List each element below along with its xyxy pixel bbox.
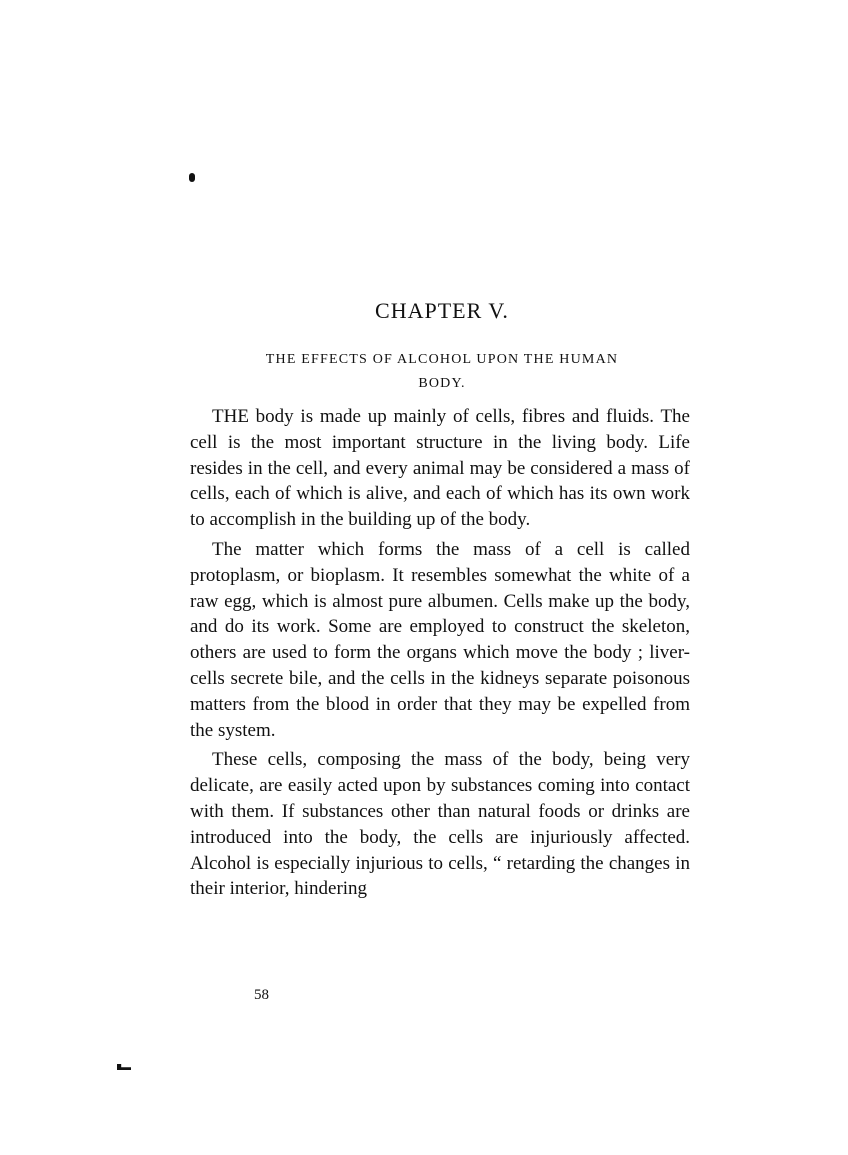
chapter-subtitle: THE EFFECTS OF ALCOHOL UPON THE HUMAN BODY.: [265, 352, 619, 391]
page-number: 58: [254, 987, 269, 1003]
scan-artifact-dot: [189, 173, 195, 182]
body-text: [190, 404, 690, 906]
scan-artifact-mark: [117, 1064, 131, 1070]
paragraph: The matter which forms the mass of a cell is called protoplasm, or bioplasm. It resembles somewhat the white of a raw egg, which is almost pure albumen. Cells make up the body, and do its work. Some are employed to construct the skeleton, others are used to form the organs which move the body ; liver-cells secrete bile, and the cells in the kidneys separate poisonous matters from the blood in order that they may be expelled from the system.: [190, 538, 690, 741]
chapter-title: CHAPTER V.: [375, 298, 509, 323]
paragraph: These cells, composing the mass of the body, being very delicate, are easily acted upon by substances coming into contact with them. If substances other than natural foods or drinks are introduced into the body, the cells are injuriously affected. Alcohol is especially injurious to cells, “ retarding the changes in their interior, hindering: [190, 749, 690, 900]
paragraph: THE body is made up mainly of cells, fibres and fluids. The cell is the most important structure in the living body. Life resides in the cell, and every animal may be considered a mass of cells, each of which is alive, and each of which has its own work to accomplish in the building up of the body.: [190, 406, 690, 531]
